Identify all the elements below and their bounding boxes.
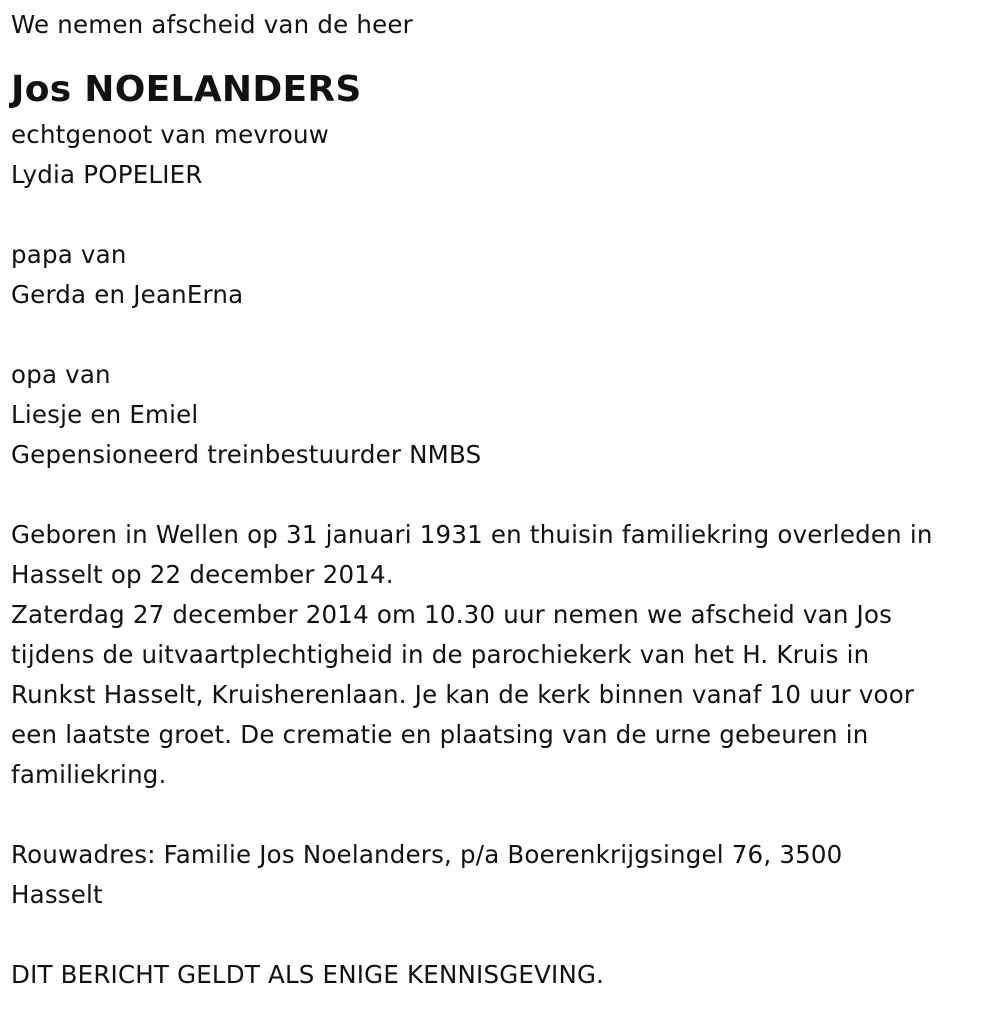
ceremony-line: tijdens de uitvaartplechtigheid in de parochiekerk van het H. Kruis in [11, 640, 870, 669]
deceased-name: Jos NOELANDERS [11, 69, 362, 110]
grandchildren-label: opa van [11, 360, 111, 389]
spacer [11, 795, 991, 835]
grandchildren-names: Liesje en Emiel [11, 400, 199, 429]
intro-line: We nemen afscheid van de heer [11, 10, 413, 39]
address-line: Rouwadres: Familie Jos Noelanders, p/a Boerenkrijgsingel 76, 3500 [11, 840, 843, 869]
birth-death-line: Geboren in Wellen op 31 januari 1931 en thuisin familiekring overleden in [11, 520, 933, 549]
spacer [11, 915, 991, 955]
funeral-notice [11, 5, 991, 995]
birth-death-line: Hasselt op 22 december 2014. [11, 560, 394, 589]
spouse-name: Lydia POPELIER [11, 160, 203, 189]
ceremony-line: Runkst Hasselt, Kruisherenlaan. Je kan de kerk binnen vanaf 10 uur voor [11, 680, 915, 709]
ceremony-line: Zaterdag 27 december 2014 om 10.30 uur nemen we afscheid van Jos [11, 600, 893, 629]
address-line: Hasselt [11, 880, 103, 909]
ceremony-line: familiekring. [11, 760, 167, 789]
occupation: Gepensioneerd treinbestuurder NMBS [11, 440, 482, 469]
spacer [11, 195, 991, 235]
ceremony-line: een laatste groet. De crematie en plaatsing van de urne gebeuren in [11, 720, 869, 749]
spacer [11, 315, 991, 355]
spouse-label: echtgenoot van mevrouw [11, 120, 329, 149]
children-names: Gerda en JeanErna [11, 280, 244, 309]
spacer [11, 475, 991, 515]
children-label: papa van [11, 240, 127, 269]
closing-statement: DIT BERICHT GELDT ALS ENIGE KENNISGEVING. [11, 960, 605, 989]
